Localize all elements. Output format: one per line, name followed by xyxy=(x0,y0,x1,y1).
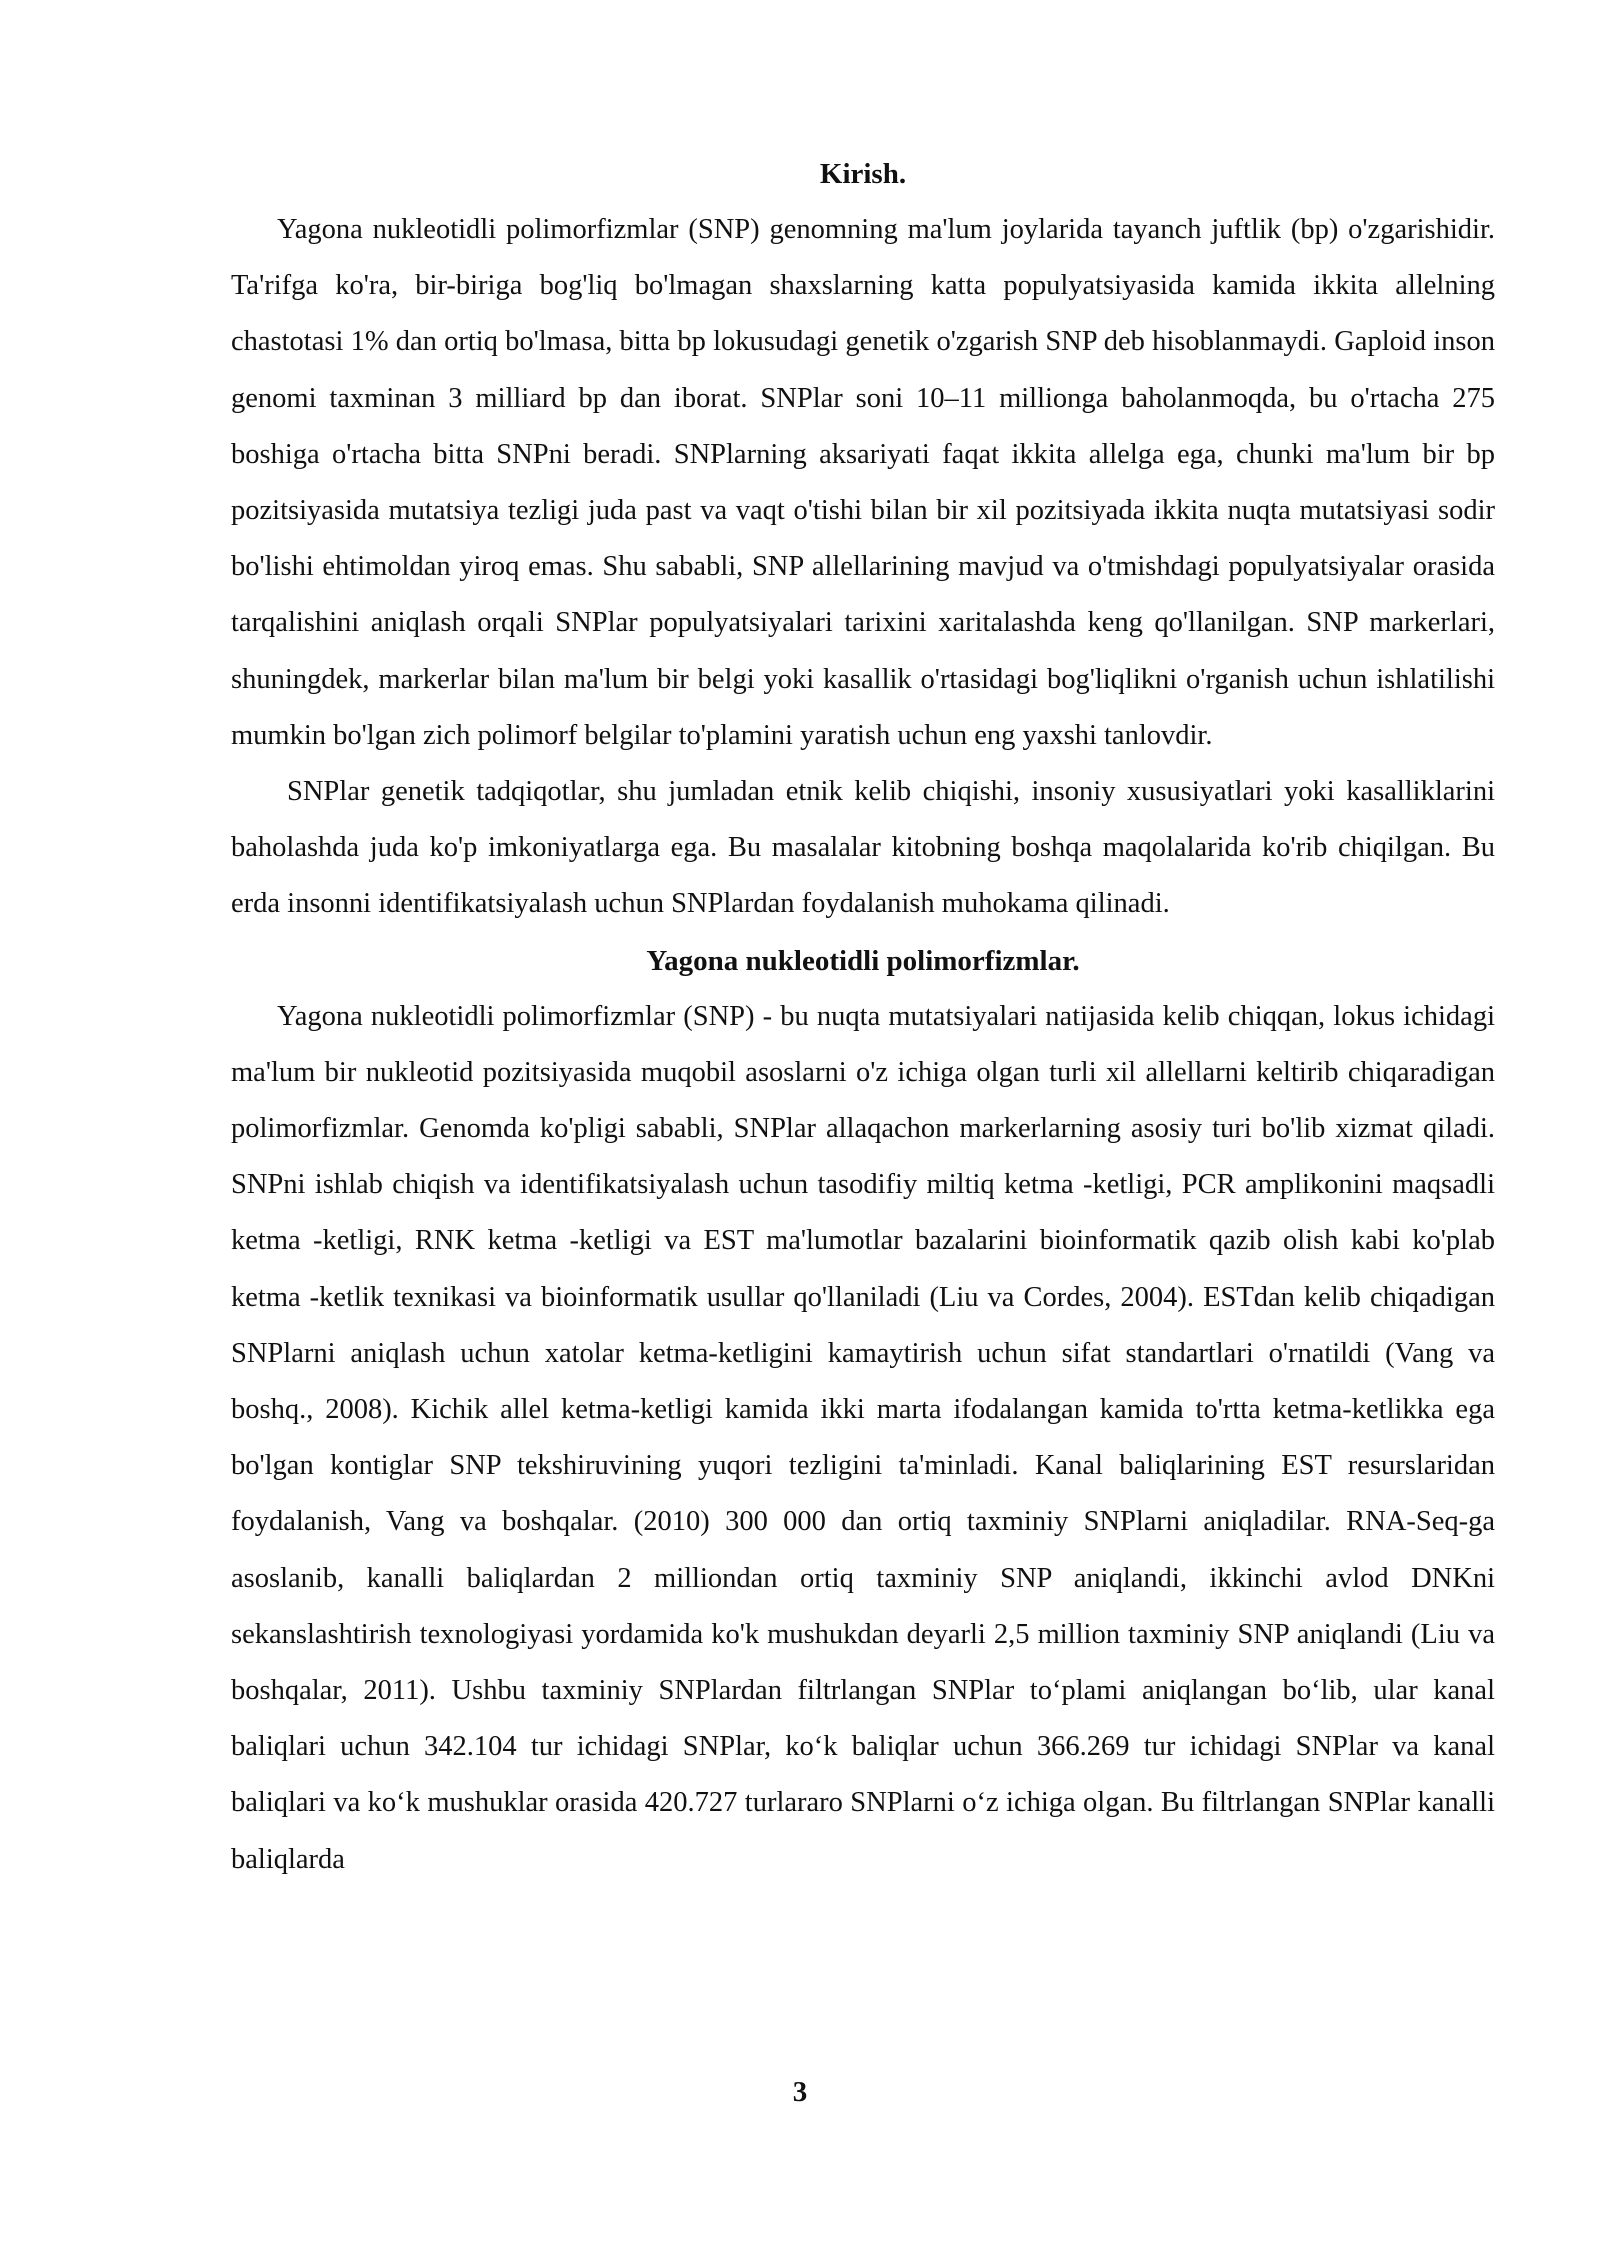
section-heading-intro: Kirish. xyxy=(819,158,907,190)
paragraph-intro-2: SNPlar genetik tadqiqotlar, shu jumladan etnik kelib chiqishi, insoniy xususiyatlari yoki kasalliklarini baholashda juda ko'p imkoniyatlarga ega. Bu masalalar kitobning boshqa maqolalarida ko'rib chiqilgan. Bu erda insonni identifikatsiyalash uchun SNPlardan foydalanish muhokama qilinadi. xyxy=(231,776,1495,920)
paragraph-intro-1: Yagona nukleotidli polimorfizmlar (SNP) genomning ma'lum joylarida tayanch juftlik (bp) o'zgarishidir. Ta'rifga ko'ra, bir-biriga bog'liq bo'lmagan shaxslarning katta populyatsiyasida kamida ikkita allelning chastotasi 1% dan ortiq bo'lmasa, bitta bp lokusudagi genetik o'zgarish SNP deb hisoblanmaydi. Gaploid inson genomi taxminan 3 milliard bp dan iborat. SNPlar soni 10–11 millionga baholanmoqda, bu o'rtacha 275 boshiga o'rtacha bitta SNPni beradi. SNPlarning aksariyati faqat ikkita allelga ega, chunki ma'lum bir bp pozitsiyasida mutatsiya tezligi juda past va vaqt o'tishi bilan bir xil pozitsiyada ikkita nuqta mutatsiyasi sodir bo'lishi ehtimoldan yiroq emas. Shu sababli, SNP allellarining mavjud va o'tmishdagi populyatsiyalar orasida tarqalishini aniqlash orqali SNPlar populyatsiyalari tarixini xaritalashda keng qo'llanilgan. SNP markerlari, shuningdek, markerlar bilan ma'lum bir belgi yoki kasallik o'rtasidagi bog'liqlikni o'rganish uchun ishlatilishi mumkin bo'lgan zich polimorf belgilar to'plamini yaratish uchun eng yaxshi tanlovdir. xyxy=(231,214,1495,751)
page-number: 3 xyxy=(792,2076,808,2108)
page-content xyxy=(231,146,1495,1888)
section-heading-snp: Yagona nukleotidli polimorfizmlar. xyxy=(646,944,1080,977)
paragraph-snp-1: Yagona nukleotidli polimorfizmlar (SNP) - bu nuqta mutatsiyalari natijasida kelib chiqqan, lokus ichidagi ma'lum bir nukleotid pozitsiyasida muqobil asoslarni o'z ichiga olgan turli xil allellarni keltirib chiqaradigan polimorfizmlar. Genomda ko'pligi sababli, SNPlar allaqachon markerlarning asosiy turi bo'lib xizmat qiladi. SNPni ishlab chiqish va identifikatsiyalash uchun tasodifiy miltiq ketma -ketligi, PCR amplikonini maqsadli ketma -ketligi, RNK ketma -ketligi va EST ma'lumotlar bazalarini bioinformatik qazib olish kabi ko'plab ketma -ketlik texnikasi va bioinformatik usullar qo'llaniladi (Liu va Cordes, 2004). ESTdan kelib chiqadigan SNPlarni aniqlash uchun xatolar ketma-ketligini kamaytirish uchun sifat standartlari o'rnatildi (Vang va boshq., 2008). Kichik allel ketma-ketligi kamida ikki marta ifodalangan kamida to'rtta ketma-ketlikka ega bo'lgan kontiglar SNP tekshiruvining yuqori tezligini ta'minladi. Kanal baliqlarining EST resurslaridan foydalanish, Vang va boshqalar. (2010) 300 000 dan ortiq taxminiy SNPlarni aniqladilar. RNA-Seq-ga asoslanib, kanalli baliqlardan 2 milliondan ortiq taxminiy SNP aniqlandi, ikkinchi avlod DNKni sekanslashtirish texnologiyasi yordamida ko'k mushukdan deyarli 2,5 million taxminiy SNP aniqlandi (Liu va boshqalar, 2011). Ushbu taxminiy SNPlardan filtrlangan SNPlar to‘plami aniqlangan bo‘lib, ular kanal baliqlari uchun 342.104 tur ichidagi SNPlar, ko‘k baliqlar uchun 366.269 tur ichidagi SNPlar va kanal baliqlari va ko‘k mushuklar orasida 420.727 turlararo SNPlarni o‘z ichiga olgan. Bu filtrlangan SNPlar kanalli baliqlarda xyxy=(231,1000,1495,1875)
